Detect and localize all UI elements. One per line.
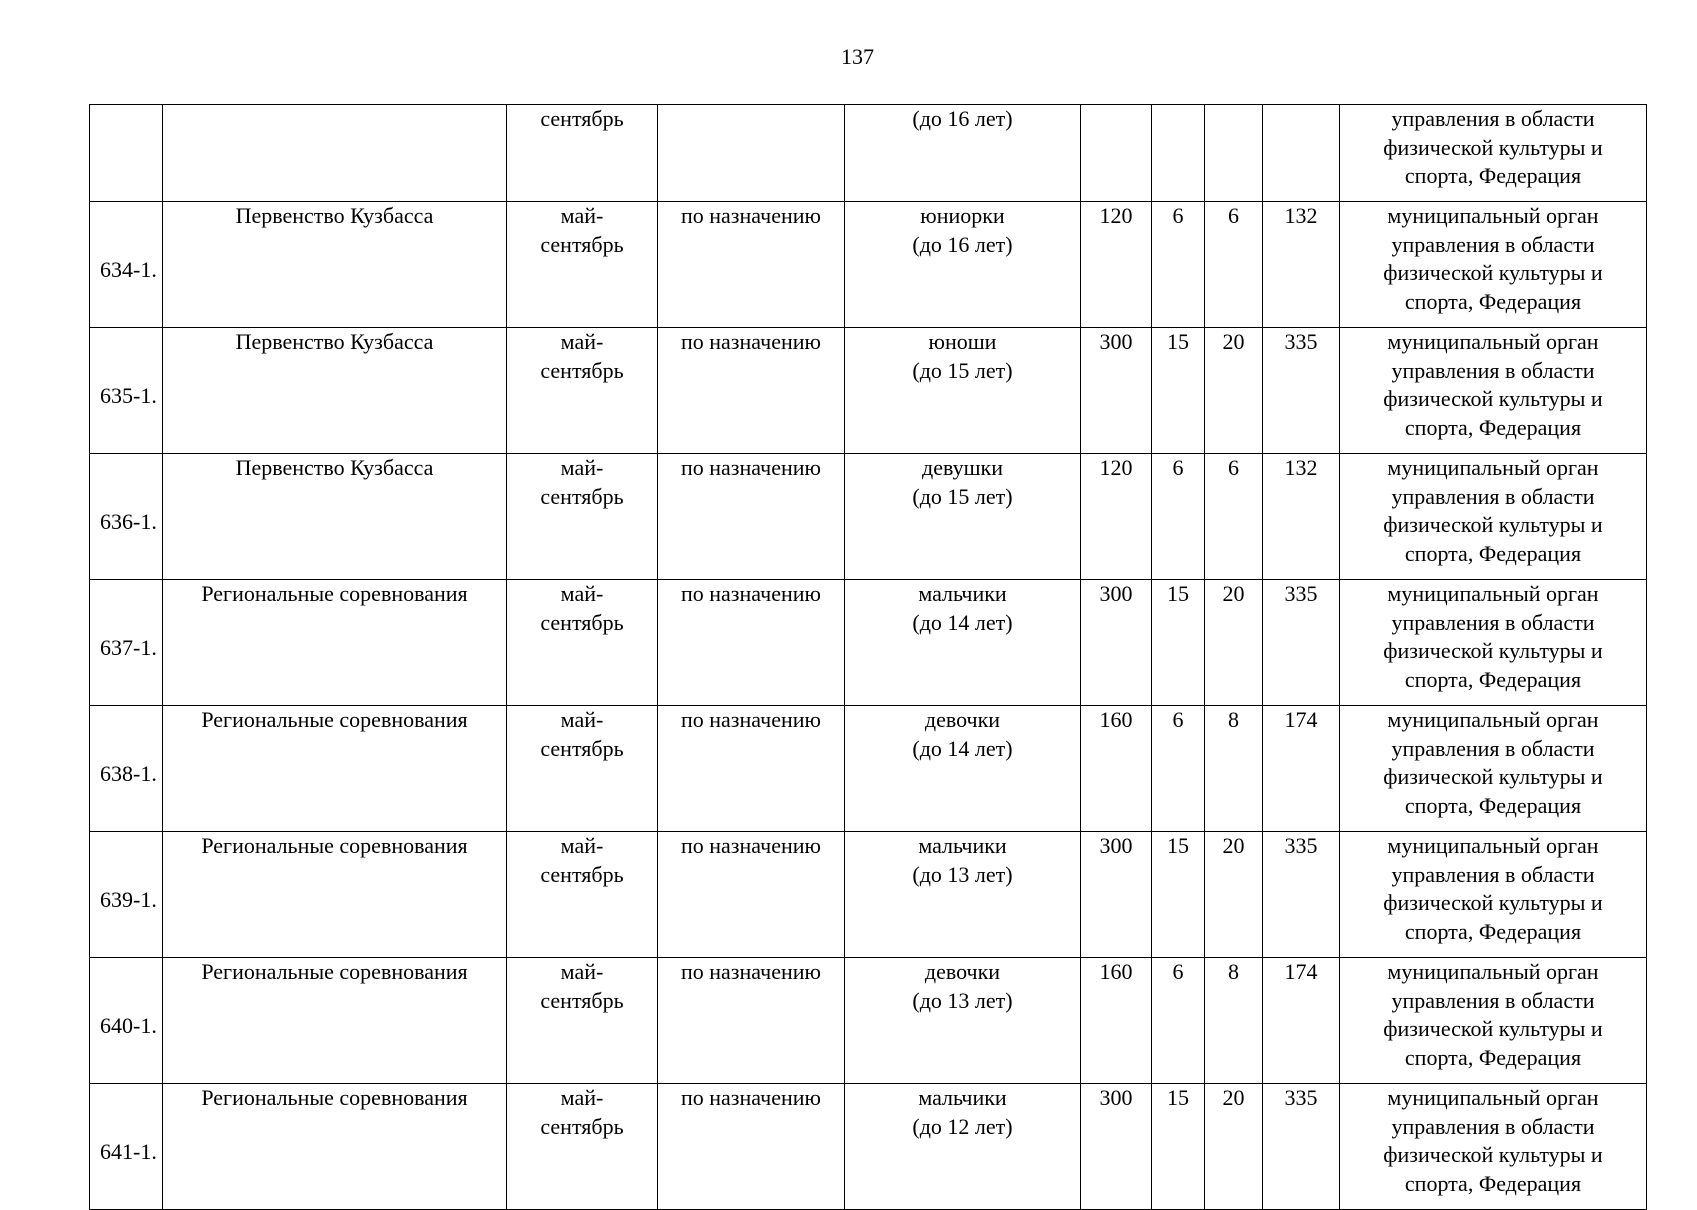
count-cell: 15: [1152, 1084, 1205, 1210]
place-cell: по назначению: [658, 454, 845, 580]
cell-text-line: физической культуры и: [1383, 1142, 1603, 1167]
cell-text-line: май-: [560, 1085, 604, 1110]
table-row: [90, 328, 1647, 454]
cell-text-line: спорта, Федерация: [1404, 288, 1582, 314]
cell-text-line: (до 13 лет): [912, 861, 1013, 887]
table-row: [90, 958, 1647, 1084]
cell-text-line: физической культуры и: [1383, 260, 1603, 285]
cell-text-line: сентябрь: [540, 106, 624, 131]
total-cell: 174: [1263, 958, 1340, 1084]
participants-cell: [845, 328, 1081, 454]
row-number-cell: 641-1.: [90, 1084, 163, 1210]
count-cell: 6: [1152, 706, 1205, 832]
cell-text-line: май-: [560, 455, 604, 480]
organizer-cell: [1340, 1084, 1647, 1210]
count-cell: [1205, 105, 1263, 202]
cell-text-line: муниципальный орган: [1387, 203, 1599, 228]
count-cell: 20: [1205, 328, 1263, 454]
cell-text-line: май-: [560, 833, 604, 858]
cell-text-line: юноши: [928, 329, 997, 354]
participants-cell: [845, 454, 1081, 580]
table-row: [90, 105, 1647, 202]
cell-text-line: управления в области: [1391, 231, 1595, 257]
row-number-cell: 640-1.: [90, 958, 163, 1084]
cell-text-line: муниципальный орган: [1387, 959, 1599, 984]
cell-text-line: физической культуры и: [1383, 386, 1603, 411]
period-cell: [507, 328, 658, 454]
cell-text-line: май-: [560, 329, 604, 354]
cell-text-line: управления в области: [1391, 609, 1595, 635]
count-cell: 160: [1081, 706, 1152, 832]
cell-text-line: сентябрь: [540, 609, 624, 635]
cell-text-line: май-: [560, 581, 604, 606]
cell-text-line: (до 12 лет): [912, 1113, 1013, 1139]
count-cell: 6: [1152, 454, 1205, 580]
count-cell: 120: [1081, 454, 1152, 580]
participants-cell: [845, 832, 1081, 958]
table-row: [90, 832, 1647, 958]
count-cell: 160: [1081, 958, 1152, 1084]
participants-cell: [845, 105, 1081, 202]
table-row: [90, 202, 1647, 328]
cell-text-line: (до 14 лет): [912, 609, 1013, 635]
cell-text-line: управления в области: [1391, 987, 1595, 1013]
cell-text-line: управления в области: [1391, 357, 1595, 383]
event-name-cell: Первенство Кузбасса: [163, 328, 507, 454]
cell-text-line: физической культуры и: [1383, 764, 1603, 789]
place-cell: [658, 105, 845, 202]
table-body: [90, 105, 1647, 1210]
cell-text-line: управления в области: [1391, 1113, 1595, 1139]
table-row: [90, 454, 1647, 580]
cell-text-line: спорта, Федерация: [1404, 666, 1582, 692]
organizer-cell: [1340, 202, 1647, 328]
count-cell: 120: [1081, 202, 1152, 328]
cell-text-line: девочки: [924, 707, 1001, 732]
cell-text-line: сентябрь: [540, 1113, 624, 1139]
participants-cell: [845, 202, 1081, 328]
event-name-cell: Региональные соревнования: [163, 706, 507, 832]
count-cell: 15: [1152, 580, 1205, 706]
total-cell: 174: [1263, 706, 1340, 832]
count-cell: 20: [1205, 580, 1263, 706]
cell-text-line: спорта, Федерация: [1404, 1170, 1582, 1196]
row-number-cell: 635-1.: [90, 328, 163, 454]
cell-text-line: спорта, Федерация: [1404, 540, 1582, 566]
period-cell: [507, 454, 658, 580]
cell-text-line: управления в области: [1391, 735, 1595, 761]
organizer-cell: [1340, 328, 1647, 454]
place-cell: по назначению: [658, 1084, 845, 1210]
cell-text-line: сентябрь: [540, 357, 624, 383]
place-cell: по назначению: [658, 832, 845, 958]
count-cell: 20: [1205, 832, 1263, 958]
cell-text-line: спорта, Федерация: [1404, 918, 1582, 944]
event-name-cell: Региональные соревнования: [163, 958, 507, 1084]
cell-text-line: муниципальный орган: [1387, 455, 1599, 480]
cell-text-line: май-: [560, 203, 604, 228]
cell-text-line: сентябрь: [540, 483, 624, 509]
cell-text-line: юниорки: [920, 203, 1005, 228]
cell-text-line: муниципальный орган: [1387, 1085, 1599, 1110]
cell-text-line: муниципальный орган: [1387, 581, 1599, 606]
place-cell: по назначению: [658, 580, 845, 706]
cell-text-line: управления в области: [1391, 106, 1595, 131]
cell-text-line: управления в области: [1391, 861, 1595, 887]
organizer-cell: [1340, 580, 1647, 706]
total-cell: 335: [1263, 580, 1340, 706]
total-cell: 132: [1263, 202, 1340, 328]
cell-text-line: май-: [560, 959, 604, 984]
organizer-cell: [1340, 832, 1647, 958]
total-cell: 335: [1263, 328, 1340, 454]
total-cell: 132: [1263, 454, 1340, 580]
events-table: [89, 104, 1647, 1210]
row-number-cell: 637-1.: [90, 580, 163, 706]
cell-text-line: физической культуры и: [1383, 134, 1603, 160]
cell-text-line: спорта, Федерация: [1404, 163, 1582, 188]
period-cell: [507, 105, 658, 202]
participants-cell: [845, 958, 1081, 1084]
event-name-cell: Региональные соревнования: [163, 1084, 507, 1210]
cell-text-line: сентябрь: [540, 861, 624, 887]
table-row: [90, 580, 1647, 706]
place-cell: по назначению: [658, 202, 845, 328]
organizer-cell: [1340, 105, 1647, 202]
cell-text-line: май-: [560, 707, 604, 732]
cell-text-line: мальчики: [918, 833, 1007, 858]
count-cell: 300: [1081, 580, 1152, 706]
cell-text-line: муниципальный орган: [1387, 329, 1599, 354]
organizer-cell: [1340, 706, 1647, 832]
count-cell: 20: [1205, 1084, 1263, 1210]
count-cell: [1081, 105, 1152, 202]
count-cell: 6: [1152, 202, 1205, 328]
organizer-cell: [1340, 454, 1647, 580]
count-cell: 6: [1205, 454, 1263, 580]
count-cell: 300: [1081, 1084, 1152, 1210]
count-cell: 300: [1081, 832, 1152, 958]
table-row: [90, 1084, 1647, 1210]
participants-cell: [845, 706, 1081, 832]
cell-text-line: спорта, Федерация: [1404, 792, 1582, 818]
row-number-cell: [90, 105, 163, 202]
cell-text-line: девочки: [924, 959, 1001, 984]
row-number-cell: 638-1.: [90, 706, 163, 832]
cell-text-line: мальчики: [918, 581, 1007, 606]
event-name-cell: Первенство Кузбасса: [163, 202, 507, 328]
cell-text-line: (до 16 лет): [912, 231, 1013, 257]
participants-cell: [845, 580, 1081, 706]
organizer-cell: [1340, 958, 1647, 1084]
cell-text-line: (до 14 лет): [912, 735, 1013, 761]
period-cell: [507, 958, 658, 1084]
row-number-cell: 639-1.: [90, 832, 163, 958]
period-cell: [507, 580, 658, 706]
total-cell: [1263, 105, 1340, 202]
event-name-cell: Региональные соревнования: [163, 580, 507, 706]
cell-text-line: физической культуры и: [1383, 890, 1603, 915]
cell-text-line: муниципальный орган: [1387, 833, 1599, 858]
count-cell: 15: [1152, 328, 1205, 454]
event-name-cell: Региональные соревнования: [163, 832, 507, 958]
cell-text-line: муниципальный орган: [1387, 707, 1599, 732]
total-cell: 335: [1263, 832, 1340, 958]
period-cell: [507, 706, 658, 832]
row-number-cell: 636-1.: [90, 454, 163, 580]
period-cell: [507, 832, 658, 958]
cell-text-line: управления в области: [1391, 483, 1595, 509]
cell-text-line: физической культуры и: [1383, 1016, 1603, 1041]
event-name-cell: [163, 105, 507, 202]
cell-text-line: сентябрь: [540, 987, 624, 1013]
cell-text-line: (до 16 лет): [912, 106, 1013, 131]
cell-text-line: сентябрь: [540, 231, 624, 257]
cell-text-line: спорта, Федерация: [1404, 414, 1582, 440]
count-cell: 8: [1205, 958, 1263, 1084]
count-cell: 300: [1081, 328, 1152, 454]
table-row: [90, 706, 1647, 832]
total-cell: 335: [1263, 1084, 1340, 1210]
place-cell: по назначению: [658, 328, 845, 454]
count-cell: 6: [1152, 958, 1205, 1084]
place-cell: по назначению: [658, 958, 845, 1084]
count-cell: [1152, 105, 1205, 202]
period-cell: [507, 202, 658, 328]
count-cell: 8: [1205, 706, 1263, 832]
cell-text-line: физической культуры и: [1383, 512, 1603, 537]
count-cell: 15: [1152, 832, 1205, 958]
cell-text-line: (до 13 лет): [912, 987, 1013, 1013]
page-number: 137: [841, 44, 874, 69]
event-name-cell: Первенство Кузбасса: [163, 454, 507, 580]
cell-text-line: (до 15 лет): [912, 357, 1013, 383]
cell-text-line: сентябрь: [540, 735, 624, 761]
period-cell: [507, 1084, 658, 1210]
cell-text-line: (до 15 лет): [912, 483, 1013, 509]
participants-cell: [845, 1084, 1081, 1210]
cell-text-line: мальчики: [918, 1085, 1007, 1110]
cell-text-line: девушки: [922, 455, 1003, 480]
cell-text-line: физической культуры и: [1383, 638, 1603, 663]
count-cell: 6: [1205, 202, 1263, 328]
cell-text-line: спорта, Федерация: [1404, 1044, 1582, 1070]
row-number-cell: 634-1.: [90, 202, 163, 328]
place-cell: по назначению: [658, 706, 845, 832]
